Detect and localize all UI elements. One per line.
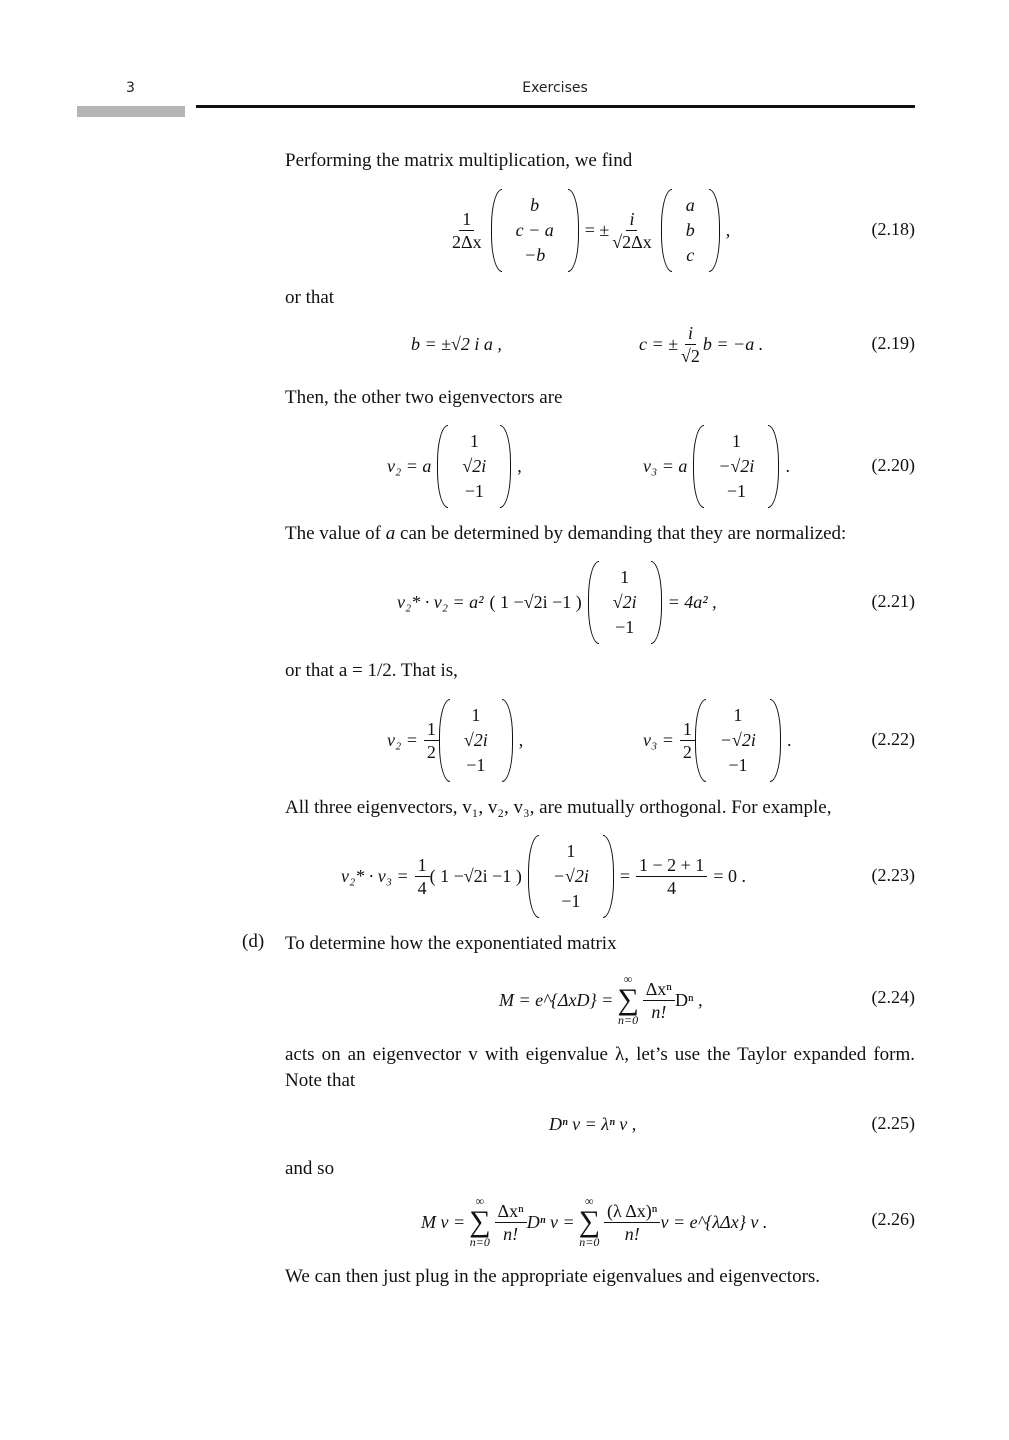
paragraph-or-that: or that [285, 287, 335, 308]
paragraph-orthogonal: All three eigenvectors, v₁, v₂, v₃, are mutually orthogonal. For example, [285, 797, 832, 818]
equation-number: (2.24) [871, 987, 915, 1007]
eq218-vector-right: a b c [661, 189, 720, 272]
equation-2-26: M v = ∞ ∑ n=0 $\frac{\text{Δxⁿ}}{n!}$ Dⁿ v = ∞ ∑ n=0 $\frac{\text{(λ Δx)ⁿ}}{n!}$ v = e^{λΔx} v . (2.26) [421, 1194, 915, 1249]
equation-2-19: b = ±√2 i a , c = ± $\frac{i}{√2}$ b = −a . (2.19) [411, 322, 915, 366]
equation-2-24: M = e^{ΔxD} = ∞ ∑ n=0 $\frac{\text{Δxⁿ}}{n!}$ Dⁿ , (2.24) [499, 972, 915, 1027]
paragraph-value-of-a: The value of a can be determined by demanding that they are normalized: [285, 523, 847, 544]
equation-number: (2.20) [871, 455, 915, 475]
equation-2-21: v₂* · v₂ = a² ( 1 −√2i −1 ) 1 √2i −1 = 4a² , (2.21) [285, 564, 915, 640]
equation-number: (2.23) [871, 865, 915, 885]
item-label-d: (d) [242, 931, 265, 952]
equation-2-22: v₂ = $\frac{1}{2}$ 1 √2i −1 , v₃ = $\frac{1}{2}$ 1 −√2i −1 . (2.22) [285, 702, 915, 778]
paragraph-and-so: and so [285, 1158, 335, 1179]
header-gray-bar [77, 106, 185, 117]
equation-2-18: $\frac{1}{2\Delta x}$ b c − a −b = ± $\frac{i}{√2\Delta x}$ a b c , (2.18) [285, 192, 915, 268]
paragraph-then: Then, the other two eigenvectors are [285, 387, 563, 408]
paragraph-item-d: To determine how the exponentiated matrix [285, 933, 617, 954]
equation-number: (2.21) [871, 591, 915, 611]
equation-number: (2.18) [871, 219, 915, 239]
running-title: Exercises [522, 80, 588, 96]
equation-number: (2.19) [871, 333, 915, 353]
equation-number: (2.22) [871, 729, 915, 749]
paragraph-that-is: or that a = 1/2. That is, [285, 660, 458, 681]
eq218-vector-left: b c − a −b [491, 189, 579, 272]
paragraph-conclusion: We can then just plug in the appropriate eigenvalues and eigenvectors. [285, 1266, 821, 1287]
eq218-frac: $\frac{1}{2\Delta x}$ [452, 208, 482, 252]
header-rule [196, 105, 915, 108]
paragraph-intro: Performing the matrix multiplication, we find [285, 150, 633, 171]
equation-2-20: v₂ = a 1 √2i −1 , v₃ = a 1 −√2i −1 . (2.20) [285, 428, 915, 504]
equation-2-23: v₂* · v₃ = $\frac{1}{4}$ ( 1 −√2i −1 ) 1 −√2i −1 = $\frac{1 - 2 + 1}{4}$ = 0 . (2.23) [285, 838, 915, 914]
paragraph-taylor: acts on an eigenvector v with eigenvalue λ, let’s use the Taylor expanded form. Note that [285, 1044, 915, 1091]
equation-number: (2.26) [871, 1209, 915, 1229]
equation-number: (2.25) [871, 1113, 915, 1133]
page-number: 3 [126, 80, 135, 96]
equation-2-25: Dⁿ v = λⁿ v , (2.25) [549, 1113, 915, 1134]
eq218-frac2: $\frac{i}{√2\Delta x}$ [612, 208, 652, 252]
